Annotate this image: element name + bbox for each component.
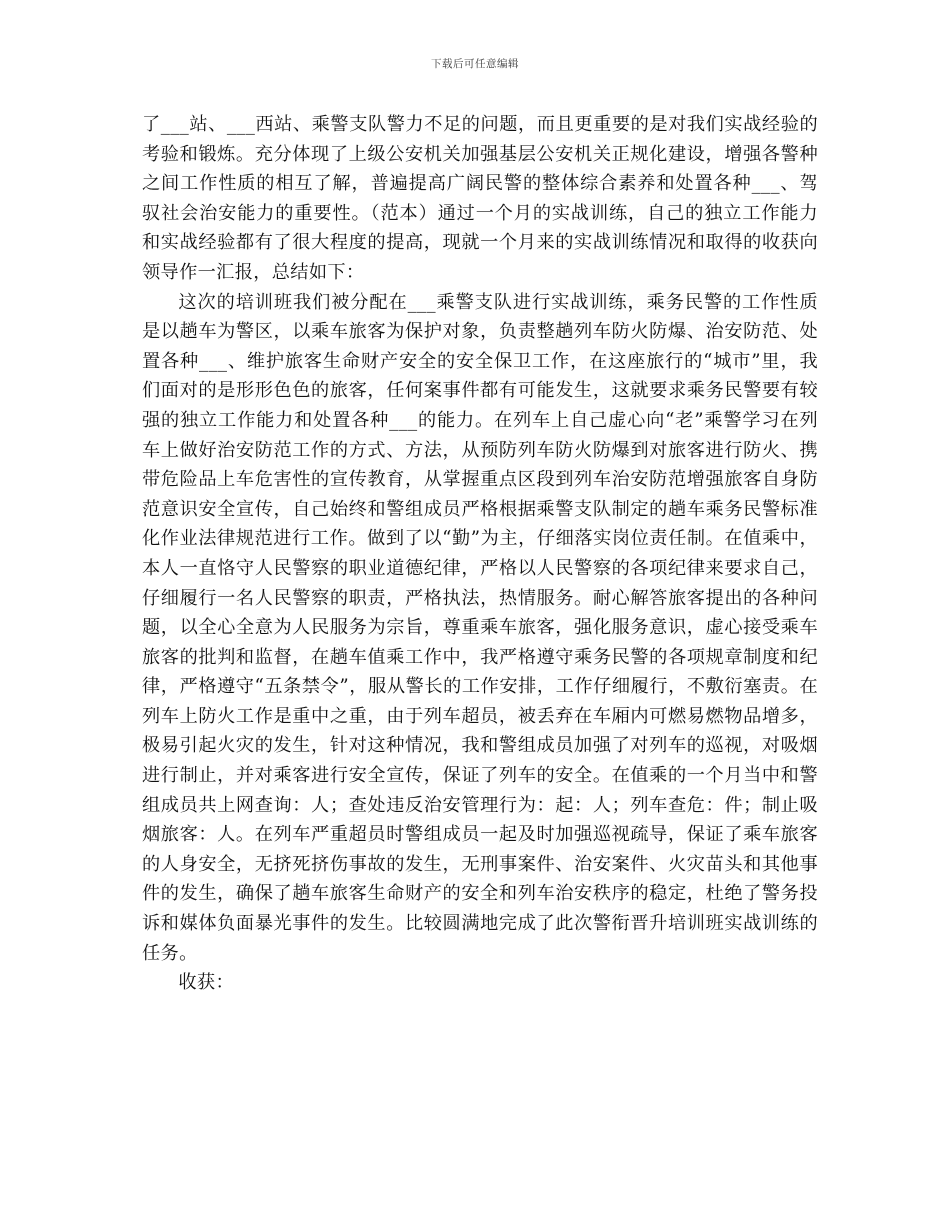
paragraph-gains-heading: 收获：: [178, 972, 235, 994]
document-body: [142, 110, 818, 998]
paragraph-training-details: 这次的培训班我们被分配在___乘警支队进行实战训练，乘务民警的工作性质是以趟车为警区，以乘车旅客为保护对象，负责整趟列车防火防爆、治安防范、处置各种___、维护旅客生命财产安全的安全保卫工作，在这座旅行的“城市”里，我们面对的是形形色色的旅客，任何案事件都有可能发生，这就要求乘务民警要有较强的独立工作能力和处置各种___的能力。在列车上自己虚心向“老”乘警学习在列车上做好治安防范工作的方式、方法，从预防列车防火防爆到对旅客进行防火、携带危险品上车危害性的宣传教育，从掌握重点区段到列车治安防范增强旅客自身防范意识安全宣传，自己始终和警组成员严格根据乘警支队制定的趟车乘务民警标准化作业法律规范进行工作。做到了以“勤”为主，仔细落实岗位责任制。在值乘中，本人一直恪守人民警察的职业道德纪律，严格以人民警察的各项纪律来要求自己，仔细履行一名人民警察的职责，严格执法，热情服务。耐心解答旅客提出的各种问题，以全心全意为人民服务为宗旨，尊重乘车旅客，强化服务意识，虚心接受乘车旅客的批判和监督，在趟车值乘工作中，我严格遵守乘务民警的各项规章制度和纪律，严格遵守“五条禁令”，服从警长的工作安排，工作仔细履行，不敷衍塞责。在列车上防火工作是重中之重，由于列车超员，被丢弃在车厢内可燃易燃物品增多，极易引起火灾的发生，针对这种情况，我和警组成员加强了对列车的巡视，对吸烟进行制止，并对乘客进行安全宣传，保证了列车的安全。在值乘的一个月当中和警组成员共上网查询：人；查处违反治安管理行为：起：人；列车查危：件；制止吸烟旅客：人。在列车严重超员时警组成员一起及时加强巡视疏导，保证了乘车旅客的人身安全，无挤死挤伤事故的发生，无刑事案件、治安案件、火灾苗头和其他事件的发生，确保了趟车旅客生命财产的安全和列车治安秩序的稳定，杜绝了警务投诉和媒体负面暴光事件的发生。比较圆满地完成了此次警衔晋升培训班实战训练的任务。: [142, 291, 818, 964]
page-header: 下载后可任意编辑: [431, 58, 519, 70]
paragraph-intro: 了___站、___西站、乘警支队警力不足的问题，而且更重要的是对我们实战经验的考验和锻炼。充分体现了上级公安机关加强基层公安机关正规化建设，增强各警种之间工作性质的相互了解，普遍提高广阔民警的整体综合素养和处置各种___、驾驭社会治安能力的重要性。（范本）通过一个月的实战训练，自己的独立工作能力和实战经验都有了很大程度的提高，现就一个月来的实战训练情况和取得的收获向领导作一汇报，总结如下：: [142, 114, 818, 283]
